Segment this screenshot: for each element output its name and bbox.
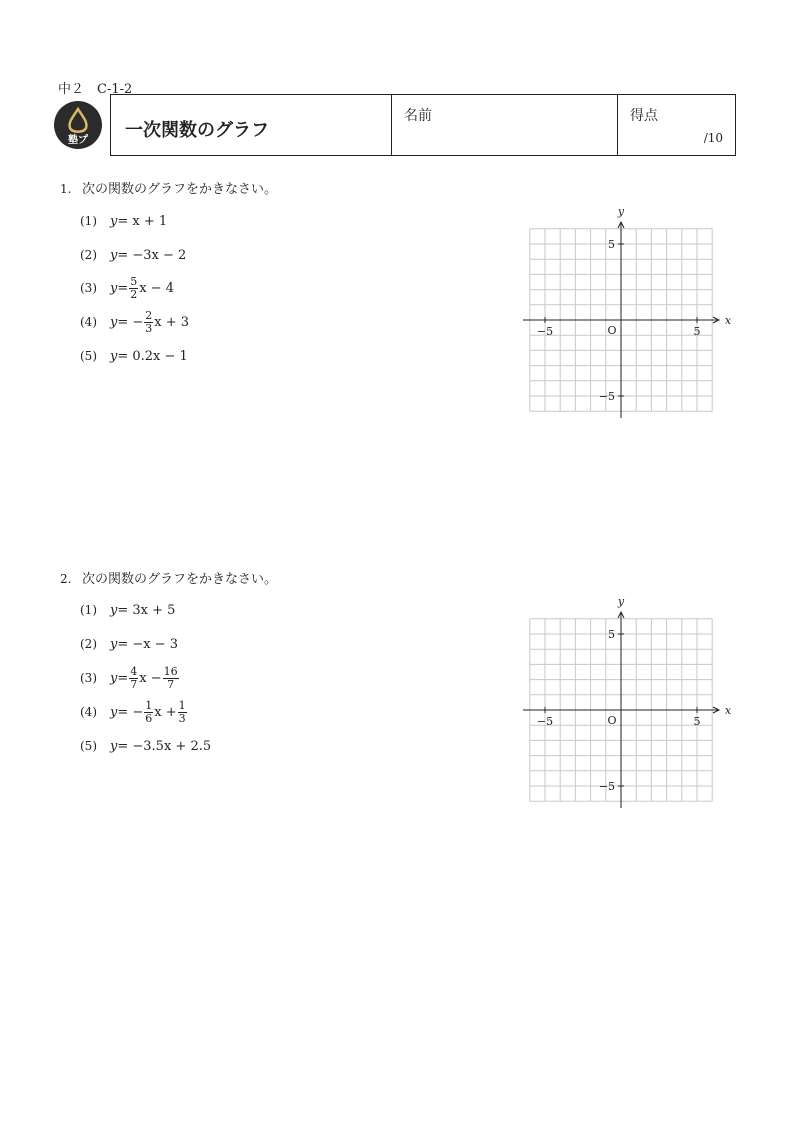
y-tick-label-neg5: −5 xyxy=(598,390,615,403)
equation: y = − $\frac{2}{3}$ x + 3 xyxy=(110,308,190,335)
problem-2-3 xyxy=(80,663,180,693)
problem-label: (3) xyxy=(80,281,97,295)
name-cell[interactable] xyxy=(391,95,617,155)
y-tick-label-5: 5 xyxy=(608,238,615,251)
logo-text: 塾プ xyxy=(68,135,88,146)
y-tick-label-5: 5 xyxy=(608,628,615,641)
x-tick-label-neg5: −5 xyxy=(536,715,554,728)
fraction: $\frac{5}{2}$ xyxy=(130,274,138,301)
score-max: /10 xyxy=(703,131,723,145)
y-axis-label: y xyxy=(617,595,625,608)
problem-1-5 xyxy=(80,341,188,371)
question-instruction: 次の関数のグラフをかきなさい。 xyxy=(82,572,278,587)
equation: y = 0.2x − 1 xyxy=(110,348,188,364)
origin-label: O xyxy=(607,324,617,337)
equation: y = −3.5x + 2.5 xyxy=(110,738,212,754)
problem-label: (4) xyxy=(80,705,97,719)
coordinate-grid-2[interactable] xyxy=(515,590,745,812)
problem-2-1 xyxy=(80,595,175,625)
problem-1-2 xyxy=(80,240,186,270)
question-instruction: 次の関数のグラフをかきなさい。 xyxy=(82,182,278,197)
question-1-heading xyxy=(60,178,277,197)
equation: y = −3x − 2 xyxy=(110,247,187,263)
equation: y = 3x + 5 xyxy=(110,602,176,618)
fraction: $\frac{2}{3}$ xyxy=(145,308,153,335)
problem-1-3 xyxy=(80,273,174,303)
problem-label: (4) xyxy=(80,315,97,329)
question-number: 2. xyxy=(60,572,72,586)
problem-2-5 xyxy=(80,731,211,761)
problem-label: (5) xyxy=(80,349,97,363)
juku-logo xyxy=(53,100,103,150)
equation: y = $\frac{4}{7}$ x − $\frac{16}{7}$ xyxy=(110,664,178,691)
problem-label: (1) xyxy=(80,603,97,617)
y-axis-label: y xyxy=(617,205,625,218)
y-tick-label-neg5: −5 xyxy=(598,780,615,793)
fraction: $\frac{16}{7}$ xyxy=(163,664,178,691)
problem-2-4 xyxy=(80,697,188,727)
problem-1-1 xyxy=(80,206,167,236)
score-label: 得点 xyxy=(630,108,658,124)
equation: y = −x − 3 xyxy=(110,636,179,652)
question-number: 1. xyxy=(60,182,72,196)
x-tick-label-neg5: −5 xyxy=(536,325,554,338)
worksheet-title: 一次関数のグラフ xyxy=(125,120,269,141)
title-cell xyxy=(111,95,391,155)
problem-label: (1) xyxy=(80,214,97,228)
problem-label: (5) xyxy=(80,739,97,753)
problem-2-2 xyxy=(80,629,178,659)
score-cell[interactable] xyxy=(617,95,735,155)
fraction: $\frac{1}{3}$ xyxy=(178,698,186,725)
x-axis-label: x xyxy=(724,314,732,327)
equation: y = x + 1 xyxy=(110,213,168,229)
name-label: 名前 xyxy=(404,108,432,124)
fraction: $\frac{1}{6}$ xyxy=(145,698,153,725)
problem-label: (2) xyxy=(80,248,97,262)
origin-label: O xyxy=(607,714,617,727)
x-tick-label-5: 5 xyxy=(693,325,701,338)
header-box xyxy=(110,94,736,156)
x-axis-label: x xyxy=(724,704,732,717)
problem-1-4 xyxy=(80,307,189,337)
x-tick-label-5: 5 xyxy=(693,715,701,728)
fraction: $\frac{4}{7}$ xyxy=(130,664,138,691)
coordinate-grid-1[interactable] xyxy=(515,200,745,422)
question-2-heading xyxy=(60,568,277,587)
worksheet-code: 中２ C-1-2 xyxy=(58,82,133,97)
equation: y = $\frac{5}{2}$ x − 4 xyxy=(110,274,175,301)
problem-label: (3) xyxy=(80,671,97,685)
equation: y = − $\frac{1}{6}$ x + $\frac{1}{3}$ xyxy=(110,698,186,725)
problem-label: (2) xyxy=(80,637,97,651)
